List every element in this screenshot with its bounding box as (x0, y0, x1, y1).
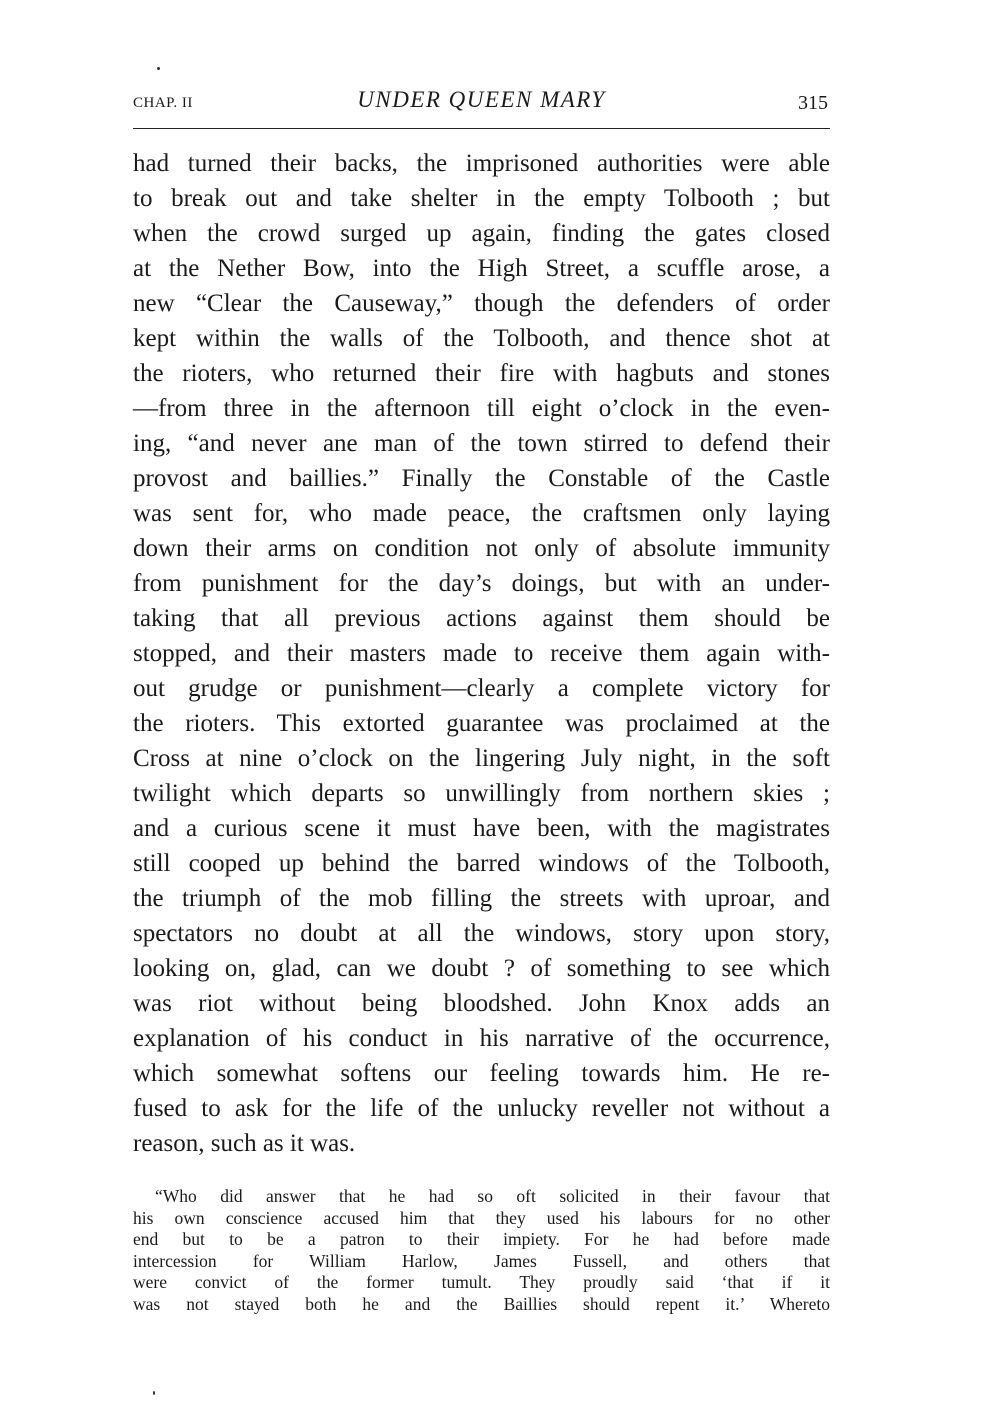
scan-speck (153, 1391, 155, 1395)
body-line: explanation of his conduct in his narrative of the occurrence, (133, 1025, 830, 1052)
body-line: ing, “and never ane man of the town stirred to defend their (133, 430, 830, 457)
body-line: was sent for, who made peace, the craftsmen only laying (133, 500, 830, 527)
body-line: still cooped up behind the barred windows of the Tolbooth, (133, 850, 830, 877)
scan-speck (157, 67, 160, 70)
body-line: out grudge or punishment—clearly a complete victory for (133, 675, 830, 702)
footnote-line: was not stayed both he and the Baillies should repent it.’ Whereto (133, 1293, 830, 1314)
body-text (133, 146, 830, 1161)
chapter-label: CHAP. II (133, 95, 193, 111)
body-line: looking on, glad, can we doubt ? of something to see which (133, 955, 830, 982)
header-rule (133, 128, 830, 129)
body-line: the triumph of the mob filling the streets with uproar, and (133, 885, 830, 912)
body-line: which somewhat softens our feeling towards him. He re- (133, 1060, 830, 1087)
body-line: and a curious scene it must have been, with the magistrates (133, 815, 830, 842)
footnote-line: “Who did answer that he had so oft solicited in their favour that (155, 1186, 830, 1206)
footnote (133, 1186, 830, 1315)
body-line: spectators no doubt at all the windows, story upon story, (133, 920, 830, 947)
body-line: taking that all previous actions against them should be (133, 605, 830, 632)
body-line-last: reason, such as it was. (133, 1130, 356, 1157)
body-line: had turned their backs, the imprisoned authorities were able (133, 150, 830, 177)
page-number: 315 (798, 92, 828, 114)
body-line: kept within the walls of the Tolbooth, and thence shot at (133, 325, 830, 352)
running-title: UNDER QUEEN MARY (357, 87, 606, 112)
body-line: from punishment for the day’s doings, but with an under- (133, 570, 830, 597)
running-head (133, 87, 830, 117)
body-line: down their arms on condition not only of absolute immunity (133, 535, 830, 562)
body-line: —from three in the afternoon till eight o’clock in the even- (133, 395, 830, 422)
footnote-line: intercession for William Harlow, James Fussell, and others that (133, 1250, 830, 1271)
body-line: stopped, and their masters made to receive them again with- (133, 640, 830, 667)
body-line: new “Clear the Causeway,” though the defenders of order (133, 290, 830, 317)
body-line: provost and baillies.” Finally the Constable of the Castle (133, 465, 830, 492)
body-line: twilight which departs so unwillingly from northern skies ; (133, 780, 830, 807)
body-line: to break out and take shelter in the empty Tolbooth ; but (133, 185, 830, 212)
body-line: the rioters. This extorted guarantee was proclaimed at the (133, 710, 830, 737)
body-line: was riot without being bloodshed. John Knox adds an (133, 990, 830, 1017)
body-line: when the crowd surged up again, finding the gates closed (133, 220, 830, 247)
footnote-line: end but to be a patron to their impiety. For he had before made (133, 1229, 830, 1249)
body-line: fused to ask for the life of the unlucky reveller not without a (133, 1095, 830, 1122)
footnote-line: his own conscience accused him that they used his labours for no other (133, 1207, 830, 1228)
body-line: the rioters, who returned their fire with hagbuts and stones (133, 360, 830, 387)
body-line: at the Nether Bow, into the High Street, a scuffle arose, a (133, 255, 830, 282)
body-line: Cross at nine o’clock on the lingering July night, in the soft (133, 745, 830, 772)
footnote-line: were convict of the former tumult. They proudly said ‘that if it (133, 1272, 830, 1292)
